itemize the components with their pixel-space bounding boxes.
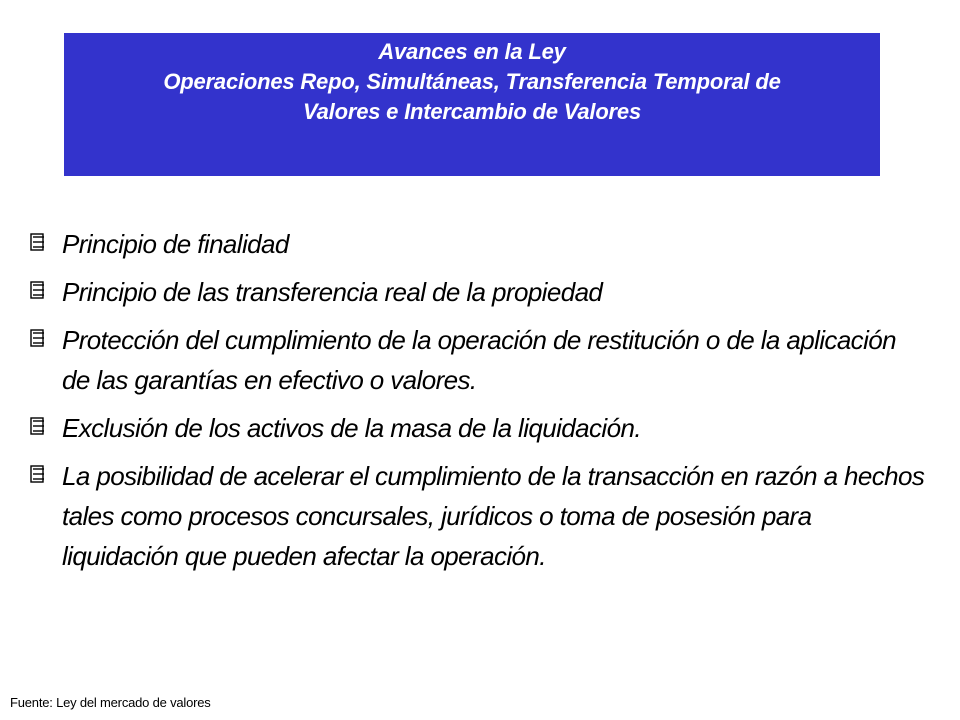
bullet-text: Principio de las transferencia real de la propiedad bbox=[62, 277, 603, 307]
book-icon bbox=[30, 417, 46, 435]
book-icon bbox=[30, 281, 46, 299]
bullet-item bbox=[28, 408, 928, 448]
bullet-item bbox=[28, 320, 928, 400]
bullet-item bbox=[28, 272, 928, 312]
slide-title-line-1: Avances en la Ley bbox=[378, 39, 566, 64]
title-banner bbox=[64, 33, 880, 176]
bullet-item bbox=[28, 224, 928, 264]
bullet-text: Principio de finalidad bbox=[62, 229, 289, 259]
bullet-text: Exclusión de los activos de la masa de la liquidación. bbox=[62, 413, 641, 443]
book-icon bbox=[30, 329, 46, 347]
slide-title-line-2: Operaciones Repo, Simultáneas, Transferencia Temporal de bbox=[163, 69, 781, 94]
bullet-text: Protección del cumplimiento de la operación de restitución o de la aplicación de las garantías en efectivo o valores. bbox=[62, 325, 896, 395]
bullet-text: La posibilidad de acelerar el cumplimiento de la transacción en razón a hechos tales como procesos concursales, jurídicos o toma de posesión para liquidación que pueden afectar la operación. bbox=[62, 461, 925, 571]
bullet-item bbox=[28, 456, 928, 576]
slide-title-line-3: Valores e Intercambio de Valores bbox=[302, 99, 641, 124]
book-icon bbox=[30, 233, 46, 251]
source-note: Fuente: Ley del mercado de valores bbox=[10, 695, 211, 710]
book-icon bbox=[30, 465, 46, 483]
bullet-list bbox=[28, 224, 928, 584]
